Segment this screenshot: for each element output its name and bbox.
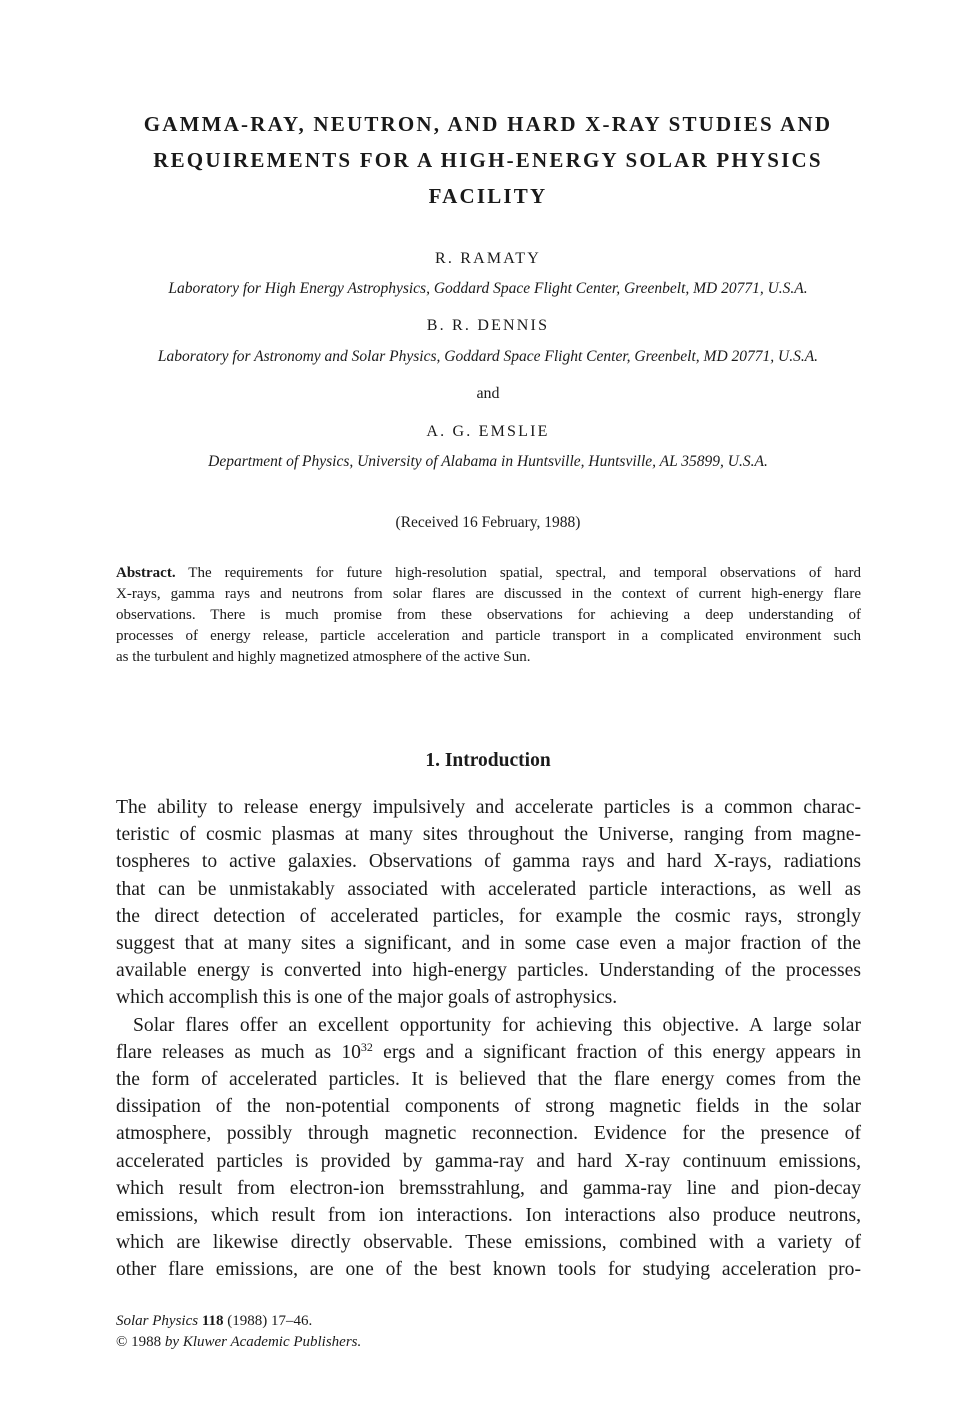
abstract-line bbox=[116, 563, 861, 584]
journal-year-pages: (1988) 17–46. bbox=[223, 1313, 313, 1329]
paragraph-2-line-2-post: ergs and a significant fraction of this energy appears in bbox=[372, 1041, 861, 1063]
paragraph-1-line: the direct detection of accelerated particles, for example the cosmic rays, strongly bbox=[116, 905, 861, 927]
copyright-publisher: by Kluwer Academic Publishers. bbox=[164, 1334, 362, 1350]
paper-title bbox=[100, 106, 876, 214]
paragraph-2-line: atmosphere, possibly through magnetic reconnection. Evidence for the presence of bbox=[116, 1123, 861, 1145]
paragraph-1-line: The ability to release energy impulsively and accelerate particles is a common charac- bbox=[116, 797, 861, 818]
author-conjunction: and bbox=[476, 385, 500, 402]
paragraph-1-line: available energy is converted into high-energy particles. Understanding of the processes bbox=[116, 960, 861, 982]
author-affiliation-3: Department of Physics, University of Alabama in Huntsville, Huntsville, AL 35899, U.S.A. bbox=[208, 453, 768, 470]
copyright-line bbox=[116, 1332, 361, 1353]
author-name-3: A. G. EMSLIE bbox=[426, 423, 550, 440]
author-affiliation-1: Laboratory for High Energy Astrophysics, Goddard Space Flight Center, Greenbelt, MD 20771, U.S.A. bbox=[168, 280, 808, 297]
paragraph-1-line: which accomplish this is one of the major goals of astrophysics. bbox=[116, 987, 618, 1009]
paragraph-2-line: accelerated particles is provided by gamma-ray and hard X-ray continuum emissions, bbox=[116, 1150, 861, 1172]
exponent: 32 bbox=[360, 1039, 373, 1054]
abstract-label: Abstract. bbox=[116, 565, 176, 581]
abstract bbox=[116, 563, 861, 668]
title-line-2: REQUIREMENTS FOR A HIGH-ENERGY SOLAR PHYSICS bbox=[153, 148, 823, 172]
title-line-3: FACILITY bbox=[428, 184, 548, 208]
abstract-line: observations. There is much promise from these observations for achieving a deep understanding of bbox=[116, 607, 861, 623]
journal-citation bbox=[116, 1311, 361, 1332]
paragraph-2-line bbox=[116, 1039, 861, 1066]
body-text bbox=[116, 794, 861, 1284]
section-heading: 1. Introduction bbox=[425, 750, 551, 771]
abstract-line-1-text: The requirements for future high-resolution spatial, spectral, and temporal observations of hard bbox=[175, 565, 861, 581]
abstract-line: processes of energy release, particle acceleration and particle transport in a complicated environment such bbox=[116, 628, 861, 644]
author-affiliation-2: Laboratory for Astronomy and Solar Physics, Goddard Space Flight Center, Greenbelt, MD 20771, U.S.A. bbox=[157, 348, 819, 365]
abstract-line: as the turbulent and highly magnetized atmosphere of the active Sun. bbox=[116, 649, 531, 665]
abstract-line: X-rays, gamma rays and neutrons from solar flares are discussed in the context of current high-energy flare bbox=[116, 586, 861, 602]
author-name-1: R. RAMATY bbox=[434, 250, 542, 267]
journal-volume: 118 bbox=[201, 1313, 224, 1329]
journal-name: Solar Physics bbox=[116, 1313, 199, 1329]
footer-citation bbox=[116, 1311, 361, 1353]
title-line-1: GAMMA-RAY, NEUTRON, AND HARD X-RAY STUDIES AND bbox=[143, 112, 833, 136]
copyright-year: 1988 bbox=[127, 1334, 165, 1350]
paragraph-1-line: that can be unmistakably associated with accelerated particle interactions, as well as bbox=[116, 878, 861, 900]
paragraph-2-line: other flare emissions, are one of the best known tools for studying acceleration pro- bbox=[116, 1259, 861, 1281]
paragraph-2-line: emissions, which result from ion interactions. Ion interactions also produce neutrons, bbox=[116, 1205, 861, 1227]
author-name-2: B. R. DENNIS bbox=[426, 317, 550, 334]
paragraph-1-line: suggest that at many sites a significant, and in some case even a major fraction of the bbox=[116, 933, 861, 955]
paragraph-1-line: tospheres to active galaxies. Observations of gamma rays and hard X-rays, radiations bbox=[116, 851, 861, 873]
paragraph-2-line: dissipation of the non-potential components of strong magnetic fields in the solar bbox=[116, 1096, 861, 1118]
paragraph-2-line: Solar flares offer an excellent opportunity for achieving this objective. A large solar bbox=[133, 1014, 861, 1036]
paragraph-2-line-2-pre: flare releases as much as 10 bbox=[116, 1041, 361, 1063]
paragraph-1-line: teristic of cosmic plasmas at many sites throughout the Universe, ranging from magne- bbox=[116, 824, 861, 846]
paragraph-2-line: which result from electron-ion bremsstrahlung, and gamma-ray line and pion-decay bbox=[116, 1177, 861, 1199]
copyright-symbol: © bbox=[116, 1334, 128, 1350]
received-date: (Received 16 February, 1988) bbox=[395, 514, 581, 531]
paragraph-2-line: the form of accelerated particles. It is believed that the flare energy comes from the bbox=[116, 1069, 861, 1091]
paragraph-2-line: which are likewise directly observable. These emissions, combined with a variety of bbox=[116, 1232, 861, 1254]
